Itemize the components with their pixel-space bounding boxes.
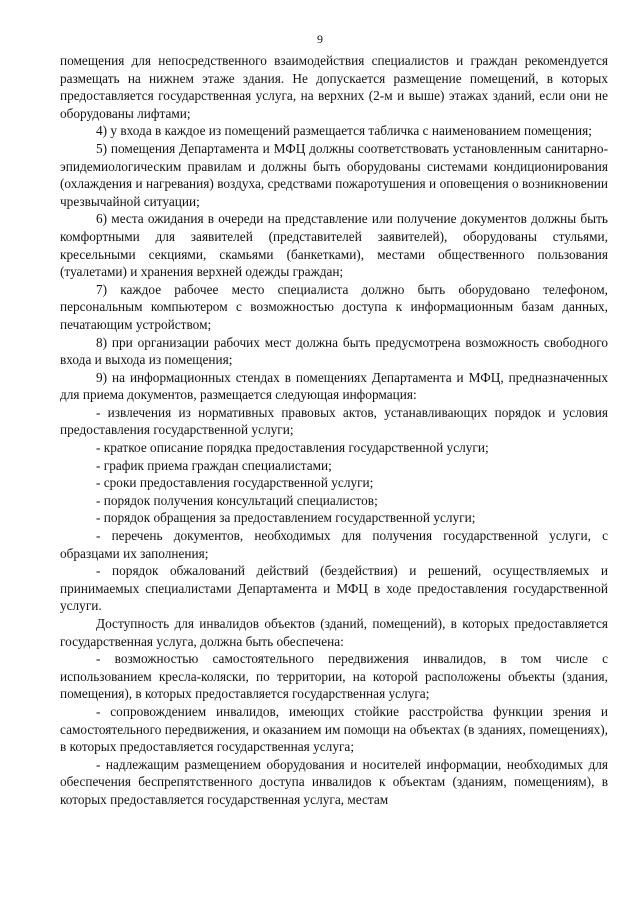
paragraph-item-6: 6) места ожидания в очереди на представление или получение документов должны быть комфортными для заявителей (представителей заявителей), оборудованы стульями, кресельными секциями, скамьями (банкетками), местами общественного пользования (туалетами) и хранения верхней одежды граждан; <box>60 211 608 280</box>
list-item: - сроки предоставления государственной услуги; <box>96 475 374 491</box>
paragraph-continuation: помещения для непосредственного взаимодействия специалистов и граждан рекомендуется размещать на нижнем этаже здания. Не допускается размещение помещений, в которых предоставляется государственная услуга, на верхних (2-м и выше) этажах зданий, если они не оборудованы лифтами; <box>60 53 608 121</box>
list-item: - возможностью самостоятельного передвижения инвалидов, в том числе с использованием кресла-коляски, по территории, на которой расположены объекты (здания, помещения), в которых предоставляется государственная услуга; <box>60 651 608 702</box>
document-body <box>60 52 608 809</box>
paragraph-item-8: 8) при организации рабочих мест должна быть предусмотрена возможность свободного входа и выхода из помещения; <box>60 334 608 368</box>
paragraph-item-9: 9) на информационных стендах в помещениях Департамента и МФЦ, предназначенных для приема документов, размещается следующая информация: <box>60 369 608 403</box>
paragraph-item-4: 4) у входа в каждое из помещений размещается табличка с наименованием помещения; <box>96 123 592 139</box>
list-item: - краткое описание порядка предоставления государственной услуги; <box>96 440 489 456</box>
list-item: - перечень документов, необходимых для получения государственной услуги, с образцами их заполнения; <box>60 528 608 561</box>
list-item: - извлечения из нормативных правовых актов, устанавливающих порядок и условия предоставления государственной услуги; <box>60 404 608 438</box>
list-item: - порядок получения консультаций специалистов; <box>96 492 378 508</box>
list-item: - порядок обращения за предоставлением государственной услуги; <box>96 510 476 526</box>
list-item: - график приема граждан специалистами; <box>96 457 332 473</box>
paragraph-item-5: 5) помещения Департамента и МФЦ должны соответствовать установленным санитарно-эпидемиологическим правилам и должны быть оборудованы системами кондиционирования (охлаждения и нагревания) воздуха, средствами пожаротушения и оповещения о возникновении чрезвычайной ситуации; <box>60 140 608 209</box>
list-item: - порядок обжалований действий (бездействия) и решений, осуществляемых и принимаемых специалистами Департамента и МФЦ в ходе предоставления государственной услуги. <box>60 563 608 614</box>
list-item: - надлежащим размещением оборудования и носителей информации, необходимых для обеспечения беспрепятственного доступа инвалидов к объектам (зданиям, помещениям), в которых предоставляется государственная услуга, местам <box>60 756 608 807</box>
paragraph-item-7: 7) каждое рабочее место специалиста должно быть оборудовано телефоном, персональным компьютером с возможностью доступа к информационным базам данных, печатающим устройством; <box>60 281 608 332</box>
list-item: - сопровождением инвалидов, имеющих стойкие расстройства функции зрения и самостоятельного передвижения, и оказанием им помощи на объектах (в зданиях, помещениях), в которых предоставляется государственная услуга; <box>60 703 608 755</box>
page-number: 9 <box>317 32 323 46</box>
paragraph-accessibility: Доступность для инвалидов объектов (зданий, помещений), в которых предоставляется государственная услуга, должна быть обеспечена: <box>60 616 608 649</box>
